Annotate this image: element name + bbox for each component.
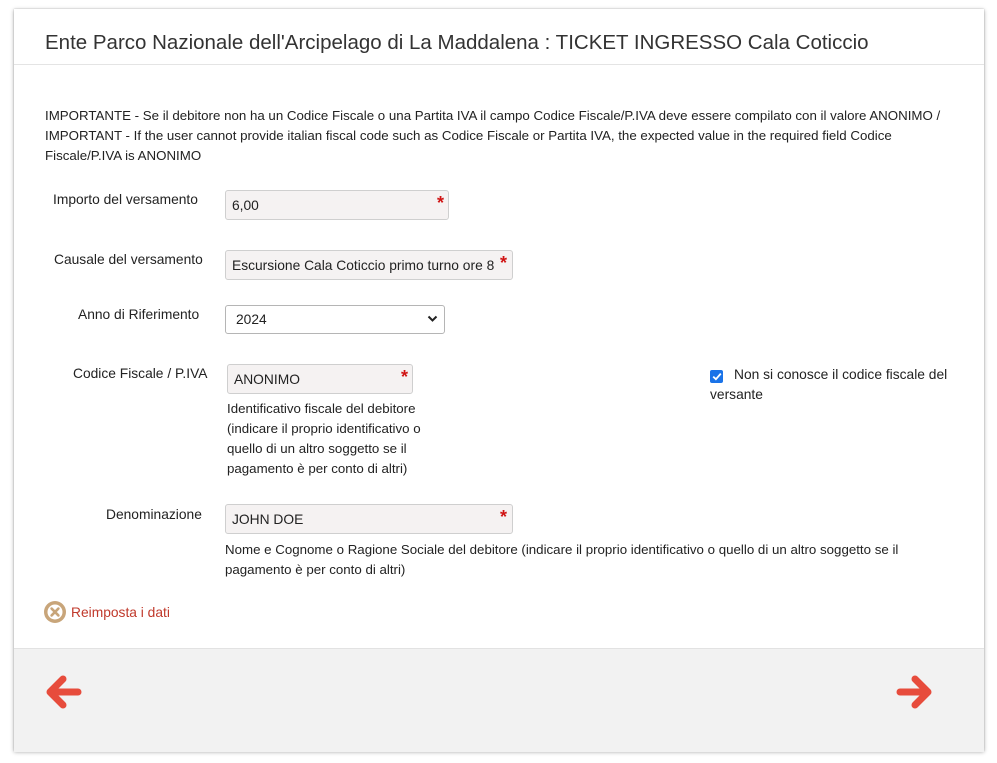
form-footer [14, 648, 984, 752]
causale-label: Causale del versamento [54, 252, 203, 267]
codice-fiscale-input[interactable] [227, 364, 413, 394]
important-notice: IMPORTANTE - Se il debitore non ha un Codice Fiscale o una Partita IVA il campo Codice Fiscale/P.IVA deve essere compilato con il valore ANONIMO / IMPORTANT - If the user cannot provide italian fiscal code such as Codice Fiscale or Partita IVA, the expected value in the required field Codice Fiscale/P.IVA is ANONIMO [45, 108, 941, 163]
unknown-fiscal-code-label[interactable]: Non si conosce il codice fiscale del versante [710, 367, 948, 402]
denominazione-input[interactable] [225, 504, 513, 534]
required-marker: * [499, 507, 507, 527]
causale-value: Escursione Cala Coticcio primo turno ore 8 [232, 257, 495, 273]
back-arrow-icon[interactable] [44, 673, 82, 711]
required-marker: * [400, 367, 408, 387]
required-marker: * [436, 193, 444, 213]
anno-label: Anno di Riferimento [78, 307, 200, 322]
importo-label: Importo del versamento [53, 192, 198, 207]
denominazione-label: Denominazione [106, 507, 202, 522]
chevron-down-icon [427, 315, 438, 323]
forward-arrow-icon[interactable] [896, 673, 934, 711]
codice-fiscale-value: ANONIMO [234, 371, 300, 387]
required-marker: * [499, 253, 507, 273]
page-title: Ente Parco Nazionale dell'Arcipelago di La Maddalena : TICKET INGRESSO Cala Coticcio [45, 31, 869, 54]
causale-input[interactable] [225, 250, 513, 280]
importo-value: 6,00 [232, 197, 259, 213]
anno-selected-value: 2024 [236, 312, 267, 327]
codice-fiscale-label: Codice Fiscale / P.IVA [73, 366, 208, 381]
denominazione-value: JOHN DOE [232, 511, 304, 527]
denominazione-help: Nome e Cognome o Ragione Sociale del debitore (indicare il proprio identificativo o quello di un altro soggetto se il pagamento è per conto di altri) [225, 542, 899, 577]
reset-button[interactable] [43, 600, 170, 624]
importo-input[interactable] [225, 190, 449, 220]
card-header [14, 9, 984, 65]
payment-form-card [14, 9, 984, 751]
codice-fiscale-help: Identificativo fiscale del debitore (indicare il proprio identificativo o quello di un altro soggetto se il pagamento è per conto di altri) [227, 401, 421, 476]
anno-select[interactable] [225, 305, 445, 334]
reset-x-circle-icon [43, 600, 67, 624]
reset-label: Reimposta i dati [71, 604, 170, 620]
